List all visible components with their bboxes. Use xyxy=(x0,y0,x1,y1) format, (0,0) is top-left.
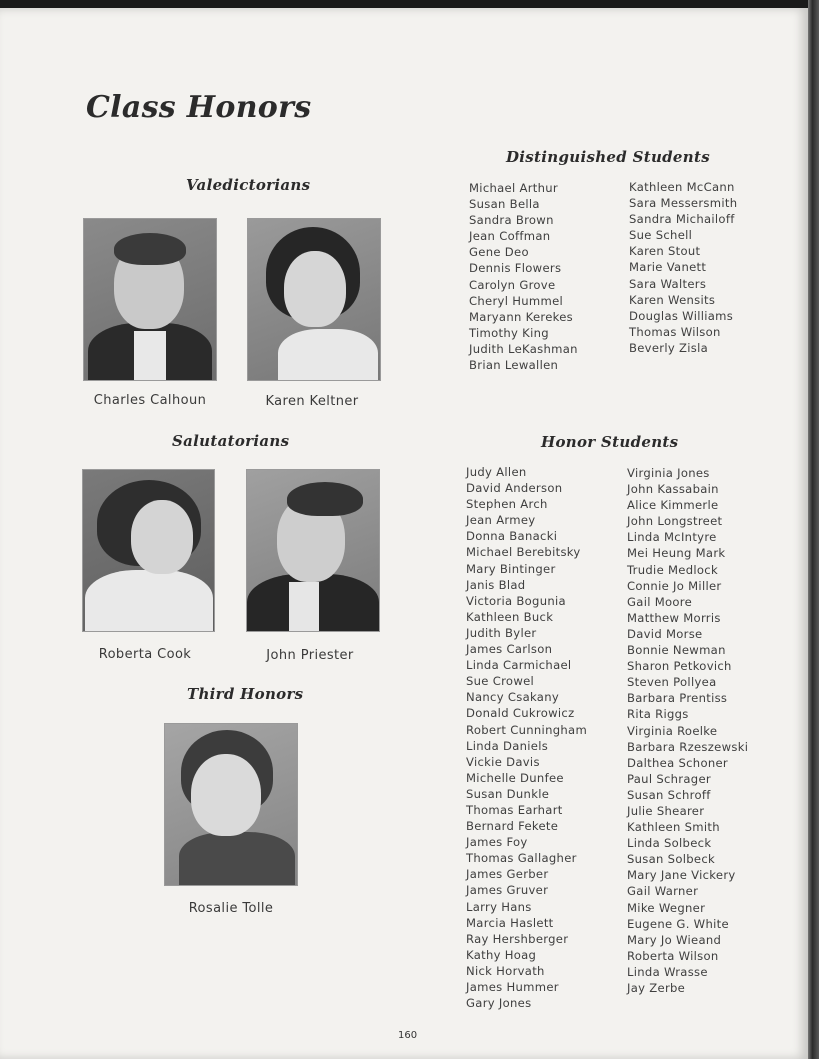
student-name: Michelle Dunfee xyxy=(466,770,564,785)
student-name: Gary Jones xyxy=(466,996,532,1011)
yearbook-page xyxy=(0,8,808,1059)
student-name: Sharon Petkovich xyxy=(627,659,732,674)
student-name: Judith Byler xyxy=(466,625,537,640)
honor-list-col2 xyxy=(627,465,748,996)
student-name: Victoria Bogunia xyxy=(466,593,566,608)
salutatorians-heading: Salutatorians xyxy=(172,432,290,450)
student-name: Douglas Williams xyxy=(629,308,734,323)
student-name: Sandra Michailoff xyxy=(629,212,735,227)
page-number: 160 xyxy=(398,1030,418,1041)
student-name: Linda Solbeck xyxy=(627,836,712,851)
student-name: Jean Armey xyxy=(466,513,536,528)
student-name: Beverly Zisla xyxy=(629,340,709,355)
student-name: Susan Schroff xyxy=(627,787,711,802)
student-name: Linda McIntyre xyxy=(627,530,717,545)
student-name: Paul Schrager xyxy=(627,771,711,786)
photo-rosalie-tolle xyxy=(165,724,297,885)
student-name: Barbara Rzeszewski xyxy=(627,739,749,754)
student-name: Brian Lewallen xyxy=(469,358,559,373)
student-name: Carolyn Grove xyxy=(469,277,556,292)
distinguished-students-heading: Distinguished Students xyxy=(506,148,710,166)
student-name: Mei Heung Mark xyxy=(627,546,726,561)
student-name: Michael Arthur xyxy=(469,181,558,195)
student-name: Trudie Medlock xyxy=(627,562,718,577)
student-name: James Gerber xyxy=(466,867,549,882)
student-name: Maryann Kerekes xyxy=(469,309,573,324)
honor-students-heading: Honor Students xyxy=(541,433,679,451)
student-name: Mary Jo Wieand xyxy=(627,932,722,947)
student-name: Dennis Flowers xyxy=(469,261,562,276)
salutatorian-name-1: Roberta Cook xyxy=(98,647,192,662)
student-name: Barbara Prentiss xyxy=(627,691,728,706)
valedictorian-name-1: Charles Calhoun xyxy=(93,393,207,408)
student-name: Susan Solbeck xyxy=(627,852,716,867)
student-name: Sara Messersmith xyxy=(629,196,738,211)
student-name: Roberta Wilson xyxy=(627,948,719,963)
student-name: Jean Coffman xyxy=(469,229,551,244)
student-name: David Anderson xyxy=(466,481,563,496)
distinguished-list-col1 xyxy=(469,180,578,373)
student-name: Virginia Roelke xyxy=(627,723,718,738)
student-name: Sara Walters xyxy=(629,276,707,291)
student-name: Gene Deo xyxy=(469,245,529,260)
student-name: Matthew Morris xyxy=(627,610,721,625)
student-name: Vickie Davis xyxy=(466,754,540,769)
student-name: Susan Dunkle xyxy=(466,786,550,801)
student-name: Alice Kimmerle xyxy=(627,498,719,513)
student-name: Gail Warner xyxy=(627,884,699,899)
student-name: James Gruver xyxy=(466,883,549,898)
valedictorians-heading: Valedictorians xyxy=(186,176,311,194)
student-name: John Kassabain xyxy=(627,482,719,497)
honor-list-col1 xyxy=(466,464,587,1011)
third-honors-heading: Third Honors xyxy=(187,685,304,703)
student-name: Rita Riggs xyxy=(627,707,689,722)
student-name: Virginia Jones xyxy=(627,466,710,480)
student-name: Judy Allen xyxy=(466,465,527,479)
student-name: Kathleen Buck xyxy=(466,609,554,624)
student-name: Marie Vanett xyxy=(629,260,707,275)
student-name: Marcia Haslett xyxy=(466,915,554,930)
student-name: Nancy Csakany xyxy=(466,690,560,705)
student-name: Eugene G. White xyxy=(627,916,729,931)
student-name: David Morse xyxy=(627,626,703,641)
student-name: Linda Carmichael xyxy=(466,658,572,673)
student-name: Kathleen Smith xyxy=(627,820,720,835)
student-name: Dalthea Schoner xyxy=(627,755,728,770)
book-spine xyxy=(808,0,819,1059)
student-name: James Carlson xyxy=(466,642,553,657)
student-name: Robert Cunningham xyxy=(466,722,588,737)
student-name: Susan Bella xyxy=(469,197,540,212)
student-name: Gail Moore xyxy=(627,594,693,609)
student-name: James Foy xyxy=(466,835,528,850)
student-name: Sue Schell xyxy=(629,228,693,243)
photo-roberta-cook xyxy=(83,470,214,631)
student-name: Michael Berebitsky xyxy=(466,545,581,560)
student-name: Mike Wegner xyxy=(627,900,706,915)
student-name: Bonnie Newman xyxy=(627,643,726,658)
student-name: Mary Bintinger xyxy=(466,561,556,576)
student-name: Julie Shearer xyxy=(627,803,705,818)
student-name: Connie Jo Miller xyxy=(627,578,722,593)
student-name: Kathleen McCann xyxy=(629,180,735,194)
photo-charles-calhoun xyxy=(84,219,216,380)
student-name: Larry Hans xyxy=(466,899,532,914)
student-name: Stephen Arch xyxy=(466,497,548,512)
valedictorian-name-2: Karen Keltner xyxy=(265,394,359,409)
student-name: Steven Pollyea xyxy=(627,675,717,690)
student-name: Linda Daniels xyxy=(466,738,549,753)
student-name: Thomas Gallagher xyxy=(466,851,577,866)
student-name: Sandra Brown xyxy=(469,213,554,228)
student-name: Ray Hershberger xyxy=(466,931,569,946)
student-name: Jay Zerbe xyxy=(627,981,686,995)
student-name: Thomas Earhart xyxy=(466,802,563,817)
student-name: Mary Jane Vickery xyxy=(627,868,736,883)
student-name: Judith LeKashman xyxy=(469,341,578,356)
student-name: Thomas Wilson xyxy=(629,324,721,339)
student-name: Bernard Fekete xyxy=(466,819,559,834)
student-name: Donna Banacki xyxy=(466,529,558,544)
student-name: Nick Horvath xyxy=(466,963,545,978)
distinguished-list-col2 xyxy=(629,179,737,356)
student-name: John Longstreet xyxy=(627,514,723,529)
student-name: Karen Wensits xyxy=(629,292,716,307)
third-honors-name-1: Rosalie Tolle xyxy=(188,901,274,916)
student-name: James Hummer xyxy=(466,980,559,994)
student-name: Kathy Hoag xyxy=(466,947,537,962)
student-name: Linda Wrasse xyxy=(627,964,708,979)
salutatorian-name-2: John Priester xyxy=(266,648,354,663)
student-name: Cheryl Hummel xyxy=(469,293,564,308)
student-name: Karen Stout xyxy=(629,244,701,259)
photo-john-priester xyxy=(247,470,379,631)
page-title: Class Honors xyxy=(86,90,312,125)
student-name: Janis Blad xyxy=(466,577,526,592)
photo-karen-keltner xyxy=(248,219,380,380)
student-name: Donald Cukrowicz xyxy=(466,706,575,721)
student-name: Timothy King xyxy=(469,325,549,340)
student-name: Sue Crowel xyxy=(466,674,535,689)
